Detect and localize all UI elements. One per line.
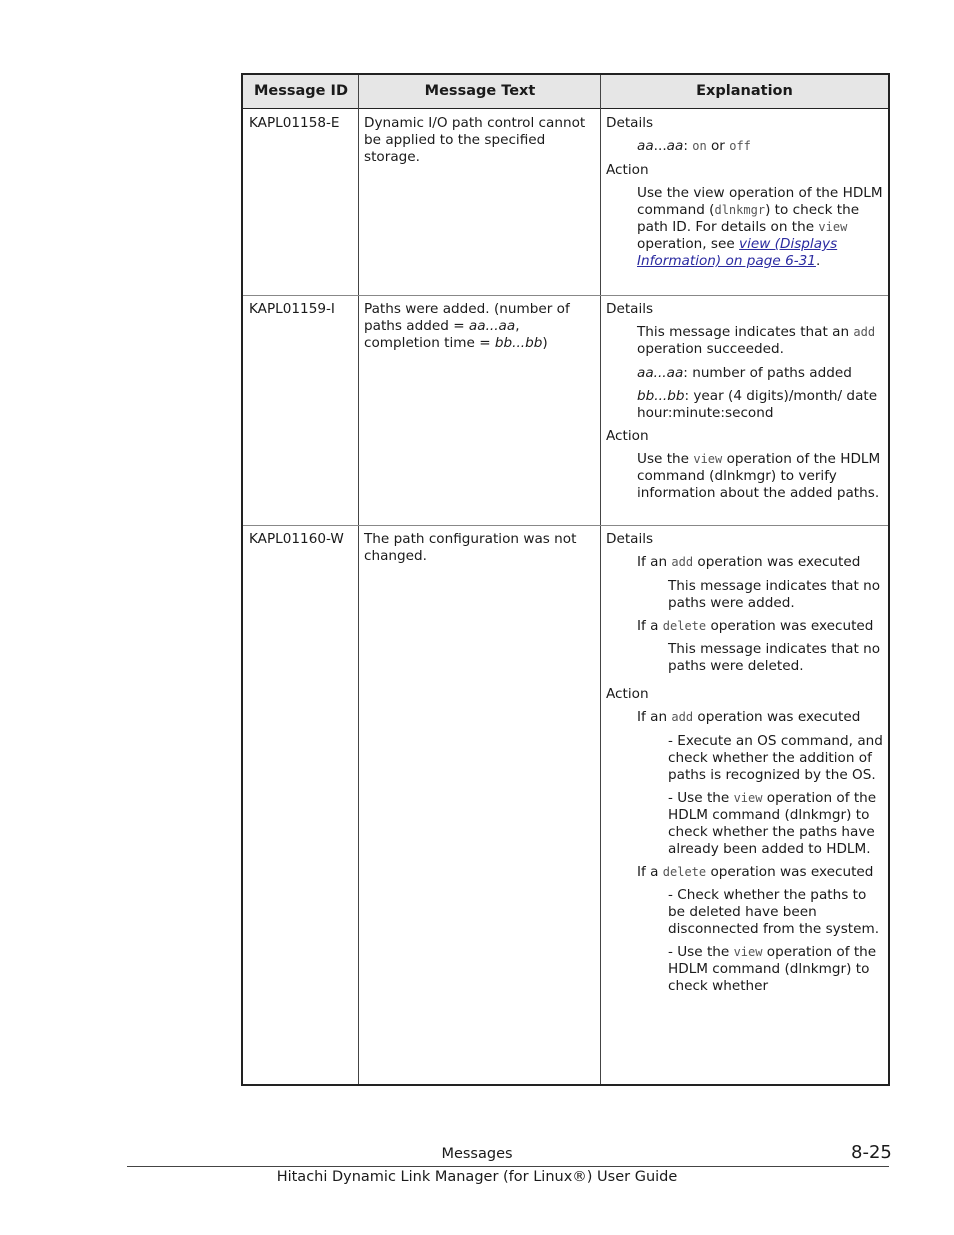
header-message-text: Message Text [424, 83, 536, 99]
row-2-message-text: Paths were added. (number of paths added = aa...aa, completion time = bb...bb) [364, 301, 570, 351]
footer-title: Hitachi Dynamic Link Manager (for Linux®) User Guide [276, 1169, 678, 1185]
view-reference-link[interactable]: view (Displays Information) on page 6-31 [637, 236, 838, 269]
action-label: Action [606, 428, 649, 444]
details-label: Details [606, 531, 654, 547]
action-label: Action [606, 686, 649, 702]
row-1-explanation: Details aa...aa: on or off Action Use the view operation of the HDLM command (dlnkmgr) to check the path ID. For details on the view operation, see view (Displays Information) on page 6-31. [606, 115, 886, 270]
header-message-id: Message ID [253, 83, 348, 99]
column-divider [600, 75, 601, 1084]
row-2-explanation: Details This message indicates that an add operation succeeded. aa...aa: number of paths added bb...bb: year (4 digits)/month/ date hour:minute:second Action Use the view operation of the HDLM command (dlnkmgr) to verify information about the added paths. [606, 301, 886, 502]
row-divider [243, 525, 888, 526]
footer-rule [127, 1166, 889, 1167]
row-2-message-id: KAPL01159-I [249, 301, 335, 317]
details-label: Details [606, 301, 654, 317]
table-header-row [243, 75, 888, 109]
row-1-message-text: Dynamic I/O path control cannot be applied to the specified storage. [364, 115, 586, 165]
details-label: Details [606, 115, 654, 131]
action-label: Action [606, 162, 649, 178]
column-divider [358, 75, 359, 1084]
row-1-message-id: KAPL01158-E [249, 115, 340, 131]
row-divider [243, 295, 888, 296]
row-3-message-text: The path configuration was not changed. [364, 531, 577, 564]
header-explanation: Explanation [696, 83, 793, 99]
page-number: 8-25 [851, 1142, 892, 1163]
footer-section: Messages [441, 1146, 513, 1162]
message-table [241, 73, 890, 1086]
row-3-explanation: Details If an add operation was executed This message indicates that no paths were added. If a delete operation was executed This message indicates that no paths were deleted. Action If an add operation was executed - Execute an OS command, and check whether the addition of paths is recognized by the OS. - Use the view operation of the HDLM command (dlnkmgr) to check whether the paths have already been added to HDLM. If a delete operation was executed - Check whether the paths to be deleted have been disconnected from the system. - Use the view operation of the HDLM command (dlnkmgr) to check whether [606, 531, 886, 995]
row-3-message-id: KAPL01160-W [249, 531, 344, 547]
